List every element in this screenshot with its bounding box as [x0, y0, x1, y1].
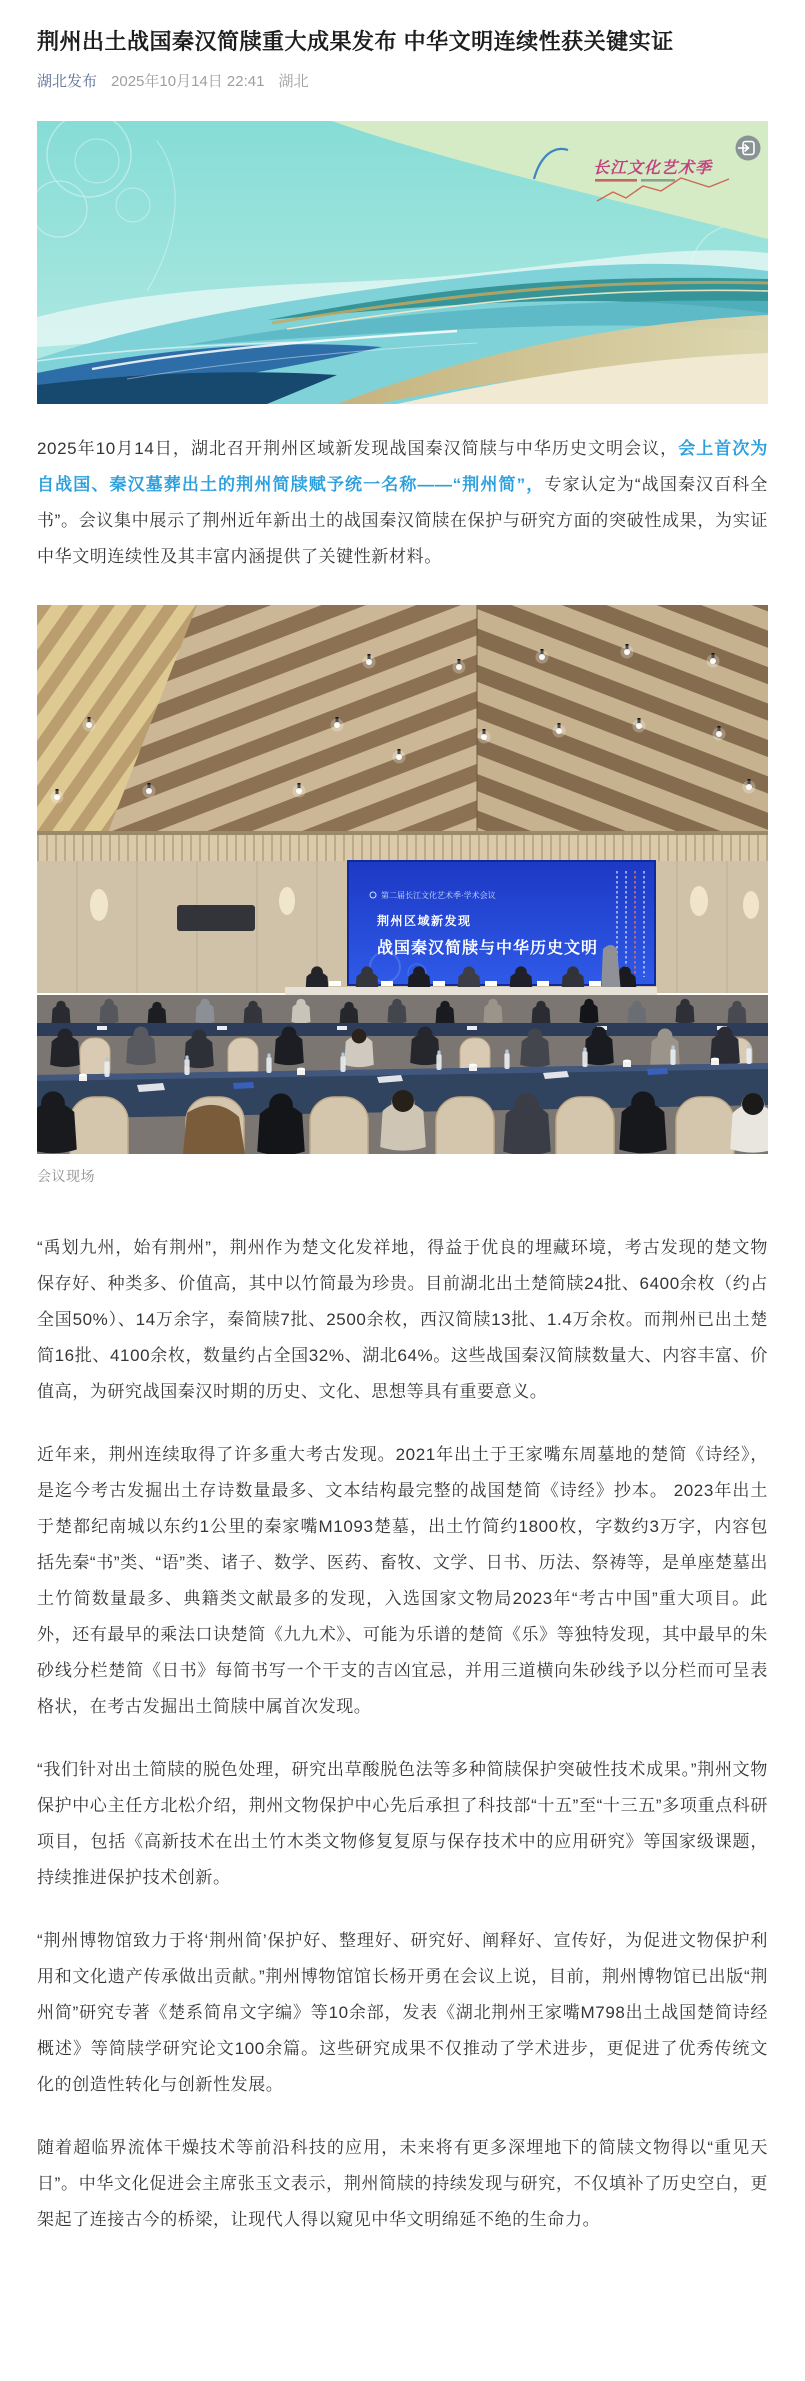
- banner-image[interactable]: [37, 121, 768, 404]
- photo-ceiling: [37, 605, 768, 863]
- conference-photo-block: [37, 605, 768, 1186]
- screen-title: 战国秦汉简牍与中华历史文明: [377, 939, 599, 957]
- account-name[interactable]: 湖北发布: [37, 72, 98, 90]
- publish-date: 2025年10月14日 22:41: [111, 72, 265, 90]
- photo-caption: 会议现场: [37, 1167, 95, 1184]
- byline: [37, 70, 768, 91]
- conference-photo[interactable]: [37, 605, 768, 1154]
- paragraph-5: “荆州博物馆致力于将‘荆州简’保护好、整理好、研究好、阐释好、宣传好，为促进文物保护利用和文化遗产传承做出贡献。”荆州博物馆馆长杨开勇在会议上说，目前，荆州博物馆已出版“荆州简”研究专著《楚系简帛文字编》等10余部，发表《湖北荆州王家嘴M798出土战国楚简诗经概述》等简牍学研究论文100余篇。这些研究成果不仅推动了学术进步，更促进了优秀传统文化的创造性转化与创新性发展。: [37, 1930, 768, 2094]
- paragraph-6: 随着超临界流体干燥技术等前沿科技的应用，未来将有更多深埋地下的简牍文物得以“重见天日”。中华文化促进会主席张玉文表示，荆州简牍的持续发现与研究，不仅填补了历史空白，更架起了连接古今的桥梁，让现代人得以窥见中华文明绵延不绝的生命力。: [37, 2137, 768, 2229]
- paragraph-1: [37, 431, 768, 575]
- publish-location: 湖北: [278, 72, 309, 90]
- page-title: 荆州出土战国秦汉简牍重大成果发布 中华文明连续性获关键实证: [37, 29, 674, 54]
- paragraph-4: “我们针对出土简牍的脱色处理，研究出草酸脱色法等多种简牍保护突破性技术成果。”荆州文物保护中心主任方北松介绍，荆州文物保护中心先后承担了科技部“十五”至“十三五”多项重点科研项目，包括《高新技术在出土竹木类文物修复复原与保存技术中的应用研究》等国家级课题，持续推进保护技术创新。: [37, 1759, 768, 1887]
- paragraph-1-before: 2025年10月14日，湖北召开荆州区域新发现战国秦汉简牍与中华历史文明会议，: [37, 438, 679, 458]
- paragraph-1-after: 专家认定为“战国秦汉百科全书”。会议集中展示了荆州近年新出土的战国秦汉简牍在保护与研究方面的突破性成果，为实证中华文明连续性及其丰富内涵提供了关键性新材料。: [37, 474, 768, 566]
- paragraph-1-highlight: 会上首次为自战国、秦汉墓葬出土的荆州简牍赋予统一名称——“荆州简”，: [37, 438, 768, 494]
- festival-logo-text: 长江文化艺术季: [593, 159, 713, 177]
- open-in-app-icon[interactable]: [736, 135, 761, 160]
- audience: [37, 995, 768, 1154]
- paragraph-3: 近年来，荆州连续取得了许多重大考古发现。2021年出土于王家嘴东周墓地的楚简《诗经》，是迄今考古发掘出土存诗数量最多、文本结构最完整的战国楚简《诗经》抄本。 2023年出土于楚都纪南城以东约1公里的秦家嘴M1093楚墓，出土竹简约1800枚，字数约3万字，内容包括先秦“书”类、“语”类、诸子、数学、医药、畜牧、文学、日书、历法、祭祷等，是单座楚墓出土竹简数量最多、典籍类文献最多的发现，入选国家文物局2023年“考古中国”重大项目。此外，还有最早的乘法口诀楚简《九九术》、可能为乐谱的楚简《乐》等独特发现，其中最早的朱砂线分栏楚简《日书》每简书写一个干支的吉凶宜忌，并用三道横向朱砂线予以分栏而可呈表格状，在考古发掘出土简牍中属首次发现。: [37, 1444, 768, 1716]
- screen-subtitle: 第二届长江文化艺术季·学术会议: [381, 890, 496, 900]
- paragraph-2: “禹划九州，始有荆州”，荆州作为楚文化发祥地，得益于优良的埋藏环境，考古发现的楚文物保存好、种类多、价值高，其中以竹简最为珍贵。目前湖北出土楚简牍24批、6400余枚（约占全国50%）、14万余字，秦简牍7批、2500余枚，西汉简牍13批、1.4万余枚。而荆州已出土楚简16批、4100余枚，数量约占全国32%、湖北64%。这些战国秦汉简牍数量大、内容丰富、价值高，为研究战国秦汉时期的历史、文化、思想等具有重要意义。: [37, 1237, 768, 1401]
- article-page: [37, 0, 768, 2287]
- screen-line-small: 荆州区域新发现: [377, 913, 472, 928]
